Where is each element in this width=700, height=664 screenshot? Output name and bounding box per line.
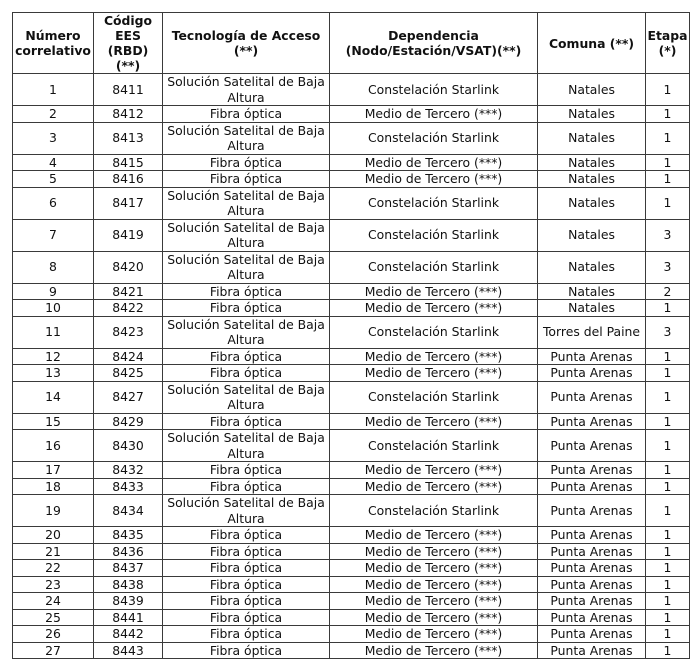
cell-etapa: 1 (646, 171, 690, 188)
cell-comuna: Punta Arenas (538, 593, 646, 610)
cell-comuna: Natales (538, 74, 646, 106)
cell-rbd: 8441 (94, 609, 163, 626)
table-row (13, 626, 690, 643)
cell-comuna: Natales (538, 283, 646, 300)
cell-numero: 15 (13, 413, 94, 430)
cell-numero: 11 (13, 316, 94, 348)
cell-rbd: 8422 (94, 300, 163, 317)
cell-tecnologia: Fibra óptica (163, 413, 330, 430)
cell-dependencia: Constelación Starlink (330, 316, 538, 348)
cell-numero: 3 (13, 122, 94, 154)
cell-rbd: 8443 (94, 642, 163, 659)
cell-rbd: 8419 (94, 219, 163, 251)
cell-rbd: 8434 (94, 495, 163, 527)
cell-tecnologia: Fibra óptica (163, 348, 330, 365)
cell-dependencia: Medio de Tercero (***) (330, 365, 538, 382)
cell-tecnologia: Fibra óptica (163, 171, 330, 188)
cell-dependencia: Medio de Tercero (***) (330, 543, 538, 560)
cell-tecnologia: Solución Satelital de Baja Altura (163, 219, 330, 251)
table-row (13, 413, 690, 430)
cell-rbd: 8439 (94, 593, 163, 610)
cell-rbd: 8435 (94, 527, 163, 544)
cell-tecnologia: Fibra óptica (163, 283, 330, 300)
cell-numero: 17 (13, 462, 94, 479)
cell-rbd: 8438 (94, 576, 163, 593)
cell-rbd: 8423 (94, 316, 163, 348)
cell-tecnologia: Solución Satelital de Baja Altura (163, 74, 330, 106)
cell-dependencia: Medio de Tercero (***) (330, 106, 538, 123)
cell-comuna: Punta Arenas (538, 527, 646, 544)
cell-rbd: 8411 (94, 74, 163, 106)
table-row (13, 74, 690, 106)
cell-comuna: Punta Arenas (538, 495, 646, 527)
cell-numero: 23 (13, 576, 94, 593)
cell-tecnologia: Fibra óptica (163, 543, 330, 560)
cell-dependencia: Constelación Starlink (330, 430, 538, 462)
cell-rbd: 8437 (94, 560, 163, 577)
cell-tecnologia: Fibra óptica (163, 626, 330, 643)
cell-numero: 8 (13, 251, 94, 283)
header-tecnologia-acceso (163, 13, 330, 74)
table-row (13, 527, 690, 544)
cell-comuna: Natales (538, 106, 646, 123)
table-row (13, 365, 690, 382)
cell-numero: 13 (13, 365, 94, 382)
cell-dependencia: Constelación Starlink (330, 187, 538, 219)
cell-dependencia: Medio de Tercero (***) (330, 413, 538, 430)
cell-etapa: 2 (646, 283, 690, 300)
cell-rbd: 8420 (94, 251, 163, 283)
cell-numero: 5 (13, 171, 94, 188)
header-codigo-ees (94, 13, 163, 74)
table-row (13, 283, 690, 300)
cell-dependencia: Medio de Tercero (***) (330, 609, 538, 626)
cell-comuna: Torres del Paine (538, 316, 646, 348)
cell-tecnologia: Solución Satelital de Baja Altura (163, 122, 330, 154)
cell-etapa: 1 (646, 527, 690, 544)
cell-numero: 27 (13, 642, 94, 659)
cell-etapa: 1 (646, 495, 690, 527)
cell-comuna: Punta Arenas (538, 462, 646, 479)
cell-numero: 12 (13, 348, 94, 365)
cell-dependencia: Medio de Tercero (***) (330, 576, 538, 593)
cell-dependencia: Medio de Tercero (***) (330, 154, 538, 171)
cell-tecnologia: Solución Satelital de Baja Altura (163, 495, 330, 527)
table-row (13, 381, 690, 413)
cell-tecnologia: Fibra óptica (163, 478, 330, 495)
cell-tecnologia: Fibra óptica (163, 365, 330, 382)
cell-tecnologia: Fibra óptica (163, 609, 330, 626)
cell-comuna: Punta Arenas (538, 430, 646, 462)
cell-tecnologia: Solución Satelital de Baja Altura (163, 430, 330, 462)
table-row (13, 154, 690, 171)
table-row (13, 576, 690, 593)
cell-dependencia: Medio de Tercero (***) (330, 300, 538, 317)
header-line: (Nodo/Estación/VSAT)(**) (345, 43, 522, 58)
table-row (13, 495, 690, 527)
cell-tecnologia: Fibra óptica (163, 527, 330, 544)
cell-tecnologia: Fibra óptica (163, 300, 330, 317)
cell-rbd: 8425 (94, 365, 163, 382)
cell-numero: 18 (13, 478, 94, 495)
cell-etapa: 1 (646, 576, 690, 593)
cell-dependencia: Medio de Tercero (***) (330, 527, 538, 544)
cell-dependencia: Constelación Starlink (330, 381, 538, 413)
cell-rbd: 8413 (94, 122, 163, 154)
table-row (13, 543, 690, 560)
cell-numero: 25 (13, 609, 94, 626)
cell-numero: 1 (13, 74, 94, 106)
header-row (13, 13, 690, 74)
header-line: Dependencia (388, 28, 479, 43)
cell-numero: 22 (13, 560, 94, 577)
cell-tecnologia: Fibra óptica (163, 462, 330, 479)
cell-rbd: 8433 (94, 478, 163, 495)
header-etapa (646, 13, 690, 74)
cell-dependencia: Medio de Tercero (***) (330, 462, 538, 479)
cell-dependencia: Medio de Tercero (***) (330, 642, 538, 659)
cell-comuna: Natales (538, 300, 646, 317)
cell-tecnologia: Fibra óptica (163, 642, 330, 659)
cell-dependencia: Medio de Tercero (***) (330, 283, 538, 300)
cell-etapa: 1 (646, 593, 690, 610)
cell-etapa: 1 (646, 642, 690, 659)
cell-tecnologia: Fibra óptica (163, 593, 330, 610)
cell-etapa: 1 (646, 462, 690, 479)
table-row (13, 462, 690, 479)
table-body (13, 74, 690, 659)
cell-comuna: Punta Arenas (538, 560, 646, 577)
cell-etapa: 1 (646, 300, 690, 317)
cell-numero: 6 (13, 187, 94, 219)
cell-numero: 20 (13, 527, 94, 544)
cell-rbd: 8442 (94, 626, 163, 643)
cell-comuna: Punta Arenas (538, 413, 646, 430)
header-comuna (538, 13, 646, 74)
cell-numero: 14 (13, 381, 94, 413)
table-row (13, 122, 690, 154)
cell-dependencia: Medio de Tercero (***) (330, 348, 538, 365)
table-row (13, 348, 690, 365)
cell-etapa: 1 (646, 478, 690, 495)
cell-numero: 16 (13, 430, 94, 462)
table-header (13, 13, 690, 74)
cell-tecnologia: Solución Satelital de Baja Altura (163, 381, 330, 413)
header-line: (RBD) (107, 43, 149, 58)
cell-etapa: 3 (646, 251, 690, 283)
cell-etapa: 3 (646, 219, 690, 251)
cell-comuna: Punta Arenas (538, 381, 646, 413)
cell-numero: 4 (13, 154, 94, 171)
cell-dependencia: Medio de Tercero (***) (330, 593, 538, 610)
cell-comuna: Natales (538, 154, 646, 171)
cell-etapa: 1 (646, 626, 690, 643)
header-line: Etapa (647, 28, 688, 43)
cell-comuna: Punta Arenas (538, 365, 646, 382)
establishments-table (12, 12, 690, 659)
cell-comuna: Natales (538, 122, 646, 154)
cell-numero: 24 (13, 593, 94, 610)
header-line: Número (25, 28, 81, 43)
cell-dependencia: Medio de Tercero (***) (330, 560, 538, 577)
header-line: correlativo (15, 43, 91, 58)
cell-etapa: 3 (646, 316, 690, 348)
cell-rbd: 8424 (94, 348, 163, 365)
header-line: EES (115, 28, 141, 43)
cell-comuna: Natales (538, 187, 646, 219)
cell-etapa: 1 (646, 187, 690, 219)
cell-numero: 7 (13, 219, 94, 251)
header-dependencia (330, 13, 538, 74)
header-line: (*) (658, 43, 677, 58)
cell-rbd: 8417 (94, 187, 163, 219)
cell-comuna: Punta Arenas (538, 348, 646, 365)
cell-comuna: Punta Arenas (538, 576, 646, 593)
cell-dependencia: Constelación Starlink (330, 74, 538, 106)
cell-comuna: Punta Arenas (538, 626, 646, 643)
table-row (13, 478, 690, 495)
cell-rbd: 8432 (94, 462, 163, 479)
cell-comuna: Punta Arenas (538, 478, 646, 495)
cell-rbd: 8415 (94, 154, 163, 171)
cell-comuna: Natales (538, 171, 646, 188)
cell-numero: 21 (13, 543, 94, 560)
cell-etapa: 1 (646, 381, 690, 413)
cell-tecnologia: Solución Satelital de Baja Altura (163, 316, 330, 348)
cell-etapa: 1 (646, 154, 690, 171)
cell-dependencia: Constelación Starlink (330, 251, 538, 283)
table-row (13, 300, 690, 317)
table-row (13, 609, 690, 626)
cell-tecnologia: Fibra óptica (163, 106, 330, 123)
cell-rbd: 8412 (94, 106, 163, 123)
cell-dependencia: Constelación Starlink (330, 122, 538, 154)
cell-rbd: 8416 (94, 171, 163, 188)
cell-comuna: Punta Arenas (538, 642, 646, 659)
table-row (13, 187, 690, 219)
header-numero-correlativo (13, 13, 94, 74)
cell-dependencia: Medio de Tercero (***) (330, 626, 538, 643)
header-line: Código (103, 13, 153, 28)
cell-tecnologia: Solución Satelital de Baja Altura (163, 251, 330, 283)
header-line: Comuna (**) (548, 35, 635, 51)
cell-etapa: 1 (646, 74, 690, 106)
cell-etapa: 1 (646, 609, 690, 626)
cell-etapa: 1 (646, 365, 690, 382)
table-row (13, 560, 690, 577)
table-row (13, 219, 690, 251)
table-row (13, 593, 690, 610)
header-line: (**) (115, 58, 141, 73)
cell-rbd: 8436 (94, 543, 163, 560)
cell-rbd: 8421 (94, 283, 163, 300)
header-line: (**) (233, 43, 259, 58)
cell-etapa: 1 (646, 560, 690, 577)
cell-etapa: 1 (646, 543, 690, 560)
table-row (13, 171, 690, 188)
cell-tecnologia: Fibra óptica (163, 560, 330, 577)
cell-comuna: Natales (538, 251, 646, 283)
cell-numero: 19 (13, 495, 94, 527)
cell-etapa: 1 (646, 430, 690, 462)
cell-etapa: 1 (646, 348, 690, 365)
cell-rbd: 8429 (94, 413, 163, 430)
cell-comuna: Punta Arenas (538, 609, 646, 626)
cell-dependencia: Constelación Starlink (330, 219, 538, 251)
cell-dependencia: Medio de Tercero (***) (330, 478, 538, 495)
table-row (13, 430, 690, 462)
cell-etapa: 1 (646, 106, 690, 123)
cell-numero: 10 (13, 300, 94, 317)
table-row (13, 316, 690, 348)
cell-tecnologia: Fibra óptica (163, 576, 330, 593)
header-line: Tecnología de Acceso (171, 28, 321, 43)
cell-tecnologia: Solución Satelital de Baja Altura (163, 187, 330, 219)
cell-rbd: 8430 (94, 430, 163, 462)
table-row (13, 106, 690, 123)
cell-dependencia: Medio de Tercero (***) (330, 171, 538, 188)
table-row (13, 251, 690, 283)
cell-rbd: 8427 (94, 381, 163, 413)
cell-dependencia: Constelación Starlink (330, 495, 538, 527)
cell-comuna: Punta Arenas (538, 543, 646, 560)
cell-numero: 2 (13, 106, 94, 123)
cell-tecnologia: Fibra óptica (163, 154, 330, 171)
cell-numero: 9 (13, 283, 94, 300)
cell-etapa: 1 (646, 122, 690, 154)
table-row (13, 642, 690, 659)
cell-comuna: Natales (538, 219, 646, 251)
cell-etapa: 1 (646, 413, 690, 430)
cell-numero: 26 (13, 626, 94, 643)
